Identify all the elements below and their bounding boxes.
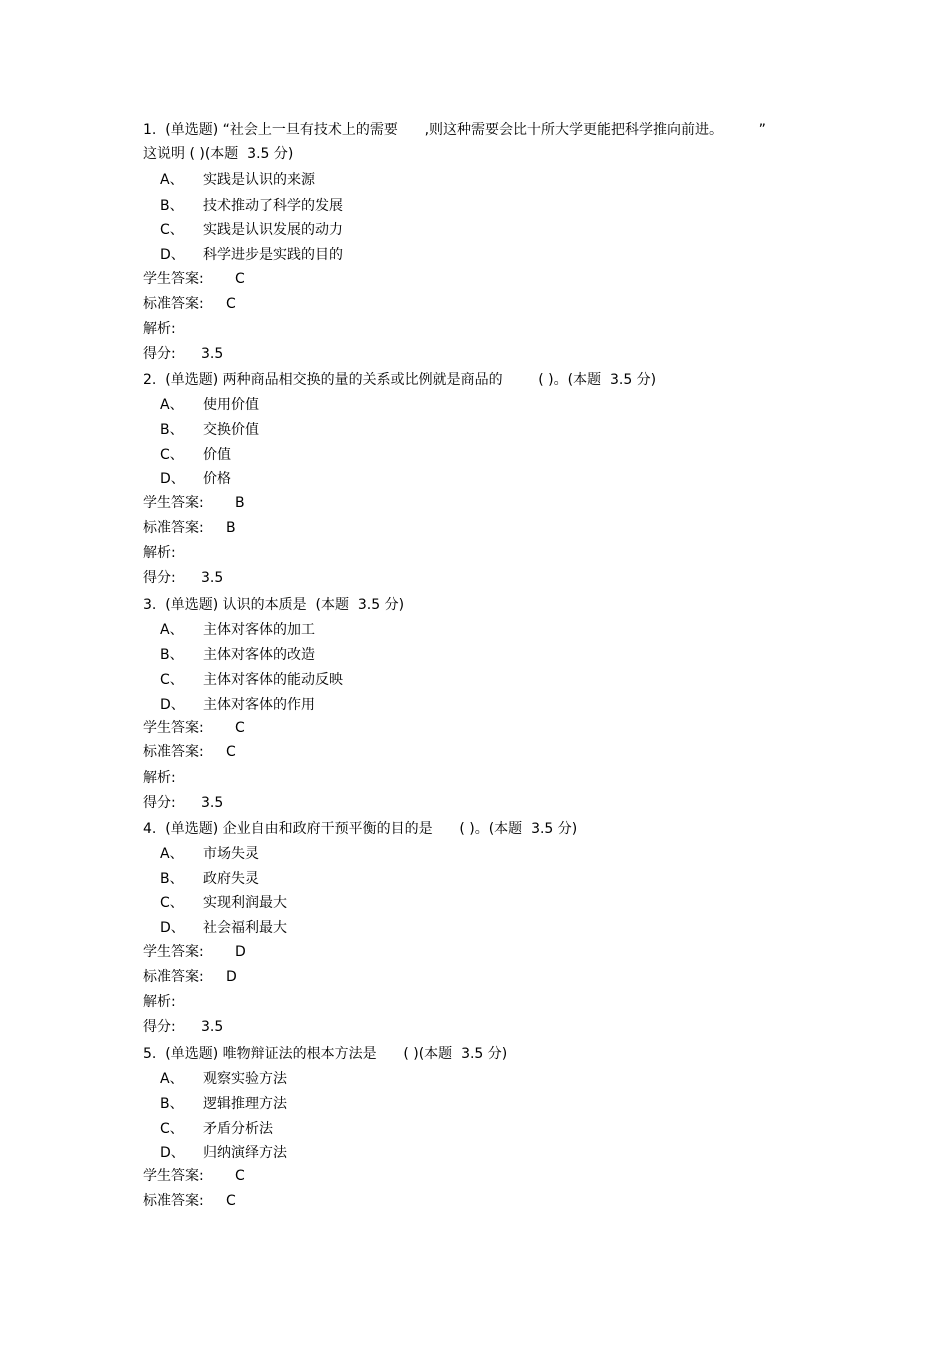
score-value: 3.5 (201, 795, 224, 811)
option-text: 主体对客体的作用 (203, 697, 315, 713)
student-answer-value: C (235, 1168, 245, 1184)
option-text: 交换价值 (203, 422, 259, 438)
student-answer-value: C (235, 271, 245, 287)
student-answer-value: D (235, 944, 246, 960)
option-text: 矛盾分析法 (203, 1121, 273, 1137)
option-text: 政府失灵 (203, 871, 259, 887)
option-letter: A、 (160, 622, 184, 638)
standard-answer-value: D (226, 969, 237, 985)
option-text: 社会福利最大 (203, 920, 287, 936)
student-answer-label: 学生答案: (143, 271, 204, 287)
standard-answer-label: 标准答案: (143, 296, 204, 312)
option-letter: D、 (160, 920, 185, 936)
student-answer-value: B (235, 495, 245, 511)
option-text: 价格 (203, 471, 231, 487)
option-text: 实践是认识的来源 (203, 172, 315, 188)
option-letter: B、 (160, 871, 184, 887)
option-letter: C、 (160, 672, 184, 688)
standard-answer-value: B (226, 520, 236, 536)
option-text: 市场失灵 (203, 846, 259, 862)
option-letter: A、 (160, 846, 184, 862)
standard-answer-label: 标准答案: (143, 520, 204, 536)
option-letter: B、 (160, 1096, 184, 1112)
option-text: 科学进步是实践的目的 (203, 247, 343, 263)
score-label: 得分: (143, 795, 176, 811)
score-label: 得分: (143, 570, 176, 586)
score-value: 3.5 (201, 1019, 224, 1035)
standard-answer-label: 标准答案: (143, 744, 204, 760)
option-text: 归纳演绎方法 (203, 1145, 287, 1161)
option-text: 实现利润最大 (203, 895, 287, 911)
option-text: 技术推动了科学的发展 (203, 198, 343, 214)
option-letter: D、 (160, 1145, 185, 1161)
student-answer-label: 学生答案: (143, 720, 204, 736)
analysis-label: 解析: (143, 770, 176, 786)
analysis-label: 解析: (143, 994, 176, 1010)
question-1-stem-continued: 这说明 ( )(本题 3.5 分) (143, 146, 294, 162)
option-text: 使用价值 (203, 397, 259, 413)
option-text: 主体对客体的加工 (203, 622, 315, 638)
question-3-stem: 3. (单选题) 认识的本质是 (本题 3.5 分) (143, 597, 405, 613)
option-text: 主体对客体的能动反映 (203, 672, 343, 688)
option-text: 观察实验方法 (203, 1071, 287, 1087)
option-letter: C、 (160, 1121, 184, 1137)
standard-answer-value: C (226, 1193, 236, 1209)
option-letter: A、 (160, 397, 184, 413)
option-letter: D、 (160, 697, 185, 713)
option-text: 价值 (203, 447, 231, 463)
standard-answer-label: 标准答案: (143, 1193, 204, 1209)
option-letter: A、 (160, 172, 184, 188)
option-text: 逻辑推理方法 (203, 1096, 287, 1112)
question-5-stem: 5. (单选题) 唯物辩证法的根本方法是 ( )(本题 3.5 分) (143, 1046, 508, 1062)
score-label: 得分: (143, 1019, 176, 1035)
option-letter: A、 (160, 1071, 184, 1087)
option-letter: B、 (160, 647, 184, 663)
score-value: 3.5 (201, 570, 224, 586)
option-letter: D、 (160, 247, 185, 263)
question-2-stem: 2. (单选题) 两种商品相交换的量的关系或比例就是商品的 ( )。(本题 3.5 分) (143, 372, 657, 388)
score-value: 3.5 (201, 346, 224, 362)
option-letter: B、 (160, 198, 184, 214)
standard-answer-value: C (226, 296, 236, 312)
option-text: 实践是认识发展的动力 (203, 222, 343, 238)
option-letter: B、 (160, 422, 184, 438)
option-text: 主体对客体的改造 (203, 647, 315, 663)
option-letter: C、 (160, 447, 184, 463)
standard-answer-label: 标准答案: (143, 969, 204, 985)
standard-answer-value: C (226, 744, 236, 760)
question-1-stem: 1. (单选题) “社会上一旦有技术上的需要 ,则这种需要会比十所大学更能把科学推向前进。 ” (143, 122, 766, 138)
student-answer-label: 学生答案: (143, 1168, 204, 1184)
analysis-label: 解析: (143, 321, 176, 337)
student-answer-value: C (235, 720, 245, 736)
option-letter: D、 (160, 471, 185, 487)
student-answer-label: 学生答案: (143, 944, 204, 960)
analysis-label: 解析: (143, 545, 176, 561)
option-letter: C、 (160, 895, 184, 911)
option-letter: C、 (160, 222, 184, 238)
score-label: 得分: (143, 346, 176, 362)
student-answer-label: 学生答案: (143, 495, 204, 511)
question-4-stem: 4. (单选题) 企业自由和政府干预平衡的目的是 ( )。(本题 3.5 分) (143, 821, 578, 837)
